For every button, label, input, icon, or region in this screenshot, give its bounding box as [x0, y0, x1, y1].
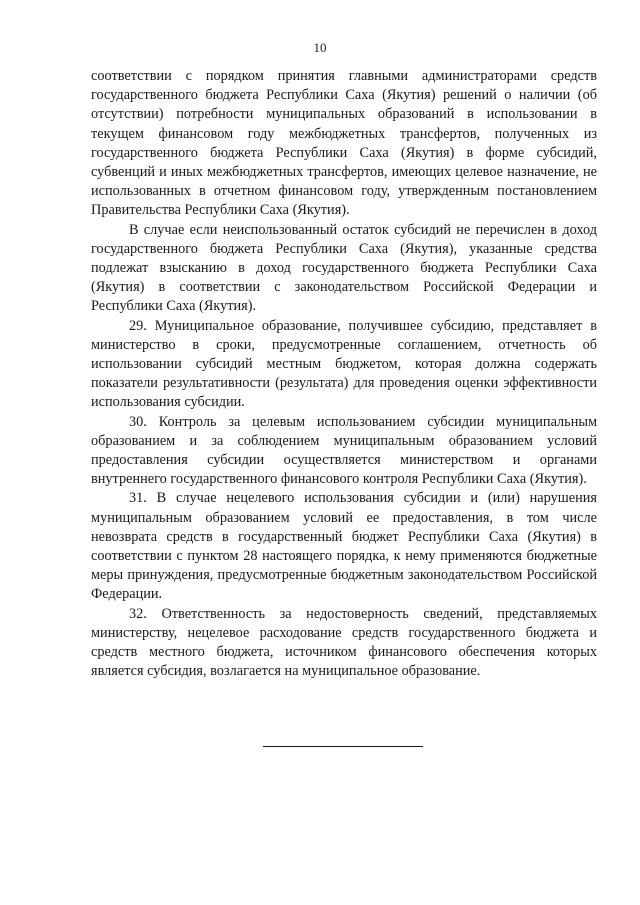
closing-rule	[263, 746, 423, 747]
page-number: 10	[313, 40, 327, 55]
paragraph-item-31: 31. В случае нецелевого использования субсидии и (или) нарушения муниципальным образованием условий ее предоставления, в том числе невозврата средств в государственный бюджет Республики Саха (Якутия) в соответствии с пунктом 28 настоящего порядка, к нему применяются бюджетные меры принуждения, предусмотренные бюджетным законодательством Российской Федерации.	[91, 490, 597, 603]
paragraph-item-29: 29. Муниципальное образование, получившее субсидию, представляет в министерство в сроки, предусмотренные соглашением, отчетность об использовании субсидий местным бюджетом, которая должна содержать показатели результативности (результата) для проведения оценки эффективности использования субсидии.	[91, 317, 597, 411]
document-body	[91, 67, 597, 682]
paragraph-item-32: 32. Ответственность за недостоверность сведений, представляемых министерству, нецелевое расходование средств государственного бюджета и средств местного бюджета, источником финансового обеспечения которых является субсидия, возлагается на муниципальное образование.	[91, 605, 597, 680]
paragraph-continuation: соответствии с порядком принятия главными администраторами средств государственного бюджета Республики Саха (Якутия) решений о наличии (об отсутствии) потребности муниципальных образований в использовании в текущем финансовом году межбюджетных трансфертов, полученных из государственного бюджета Республики Саха (Якутия) в форме субсидий, субвенций и иных межбюджетных трансфертов, имеющих целевое назначение, не использованных в отчетном финансовом году, утвержденным постановлением Правительства Республики Саха (Якутия).	[91, 68, 597, 219]
paragraph-unused-balance: В случае если неиспользованный остаток субсидий не перечислен в доход государственного бюджета Республики Саха (Якутия), указанные средства подлежат взысканию в доход государственного бюджета Республики Саха (Якутия) в соответствии с законодательством Российской Федерации и Республики Саха (Якутия).	[91, 221, 597, 315]
paragraph-item-30: 30. Контроль за целевым использованием субсидии муниципальным образованием и за соблюдением муниципальным образованием условий предоставления субсидии осуществляется министерством и органами внутреннего государственного финансового контроля Республики Саха (Якутия).	[91, 413, 597, 488]
